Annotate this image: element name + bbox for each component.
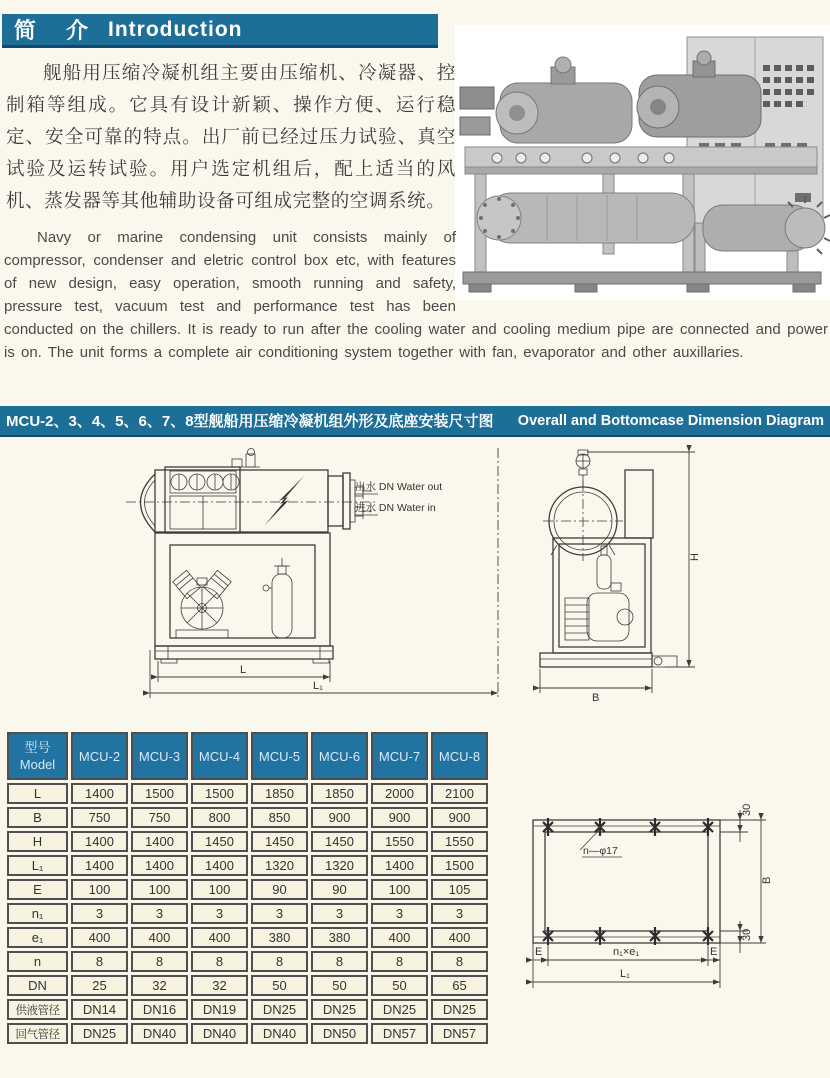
spec-cell: 3 bbox=[371, 903, 428, 924]
table-row bbox=[7, 975, 488, 996]
intro-title-en: Introduction bbox=[108, 17, 243, 41]
intro-paragraph-en-text: Navy or marine condensing unit consists mainly of compressor, condenser and eletric control box etc, with features of new design, easy operation, smooth running and safety, pressure test, vacuum test and performance test has been conducted on the chillers. It is ready to run after the cooling water and cooling medium pipe are connected and power is on. The unit forms a complete air conditioning system together with fan, evaporator and other auxillaries. bbox=[4, 229, 828, 361]
spec-cell: 1450 bbox=[251, 831, 308, 852]
spec-cell: 8 bbox=[191, 951, 248, 972]
spec-cell: 1320 bbox=[311, 855, 368, 876]
spec-cell: 1400 bbox=[71, 831, 128, 852]
spec-cell: 32 bbox=[191, 975, 248, 996]
spec-cell: 32 bbox=[131, 975, 188, 996]
spec-table-body bbox=[7, 783, 488, 1044]
side-view-diagram bbox=[525, 443, 720, 703]
spec-cell: 900 bbox=[371, 807, 428, 828]
spec-cell: 8 bbox=[431, 951, 488, 972]
table-row bbox=[7, 951, 488, 972]
base-dim-length-label: L₁ bbox=[620, 968, 630, 980]
spec-cell: DN16 bbox=[131, 999, 188, 1020]
row-label: n₁ bbox=[7, 903, 68, 924]
base-dim-edge-right-label: E bbox=[710, 946, 718, 958]
spec-cell: 1450 bbox=[311, 831, 368, 852]
spec-cell: 8 bbox=[251, 951, 308, 972]
spec-cell: 1500 bbox=[431, 855, 488, 876]
spec-cell: DN40 bbox=[251, 1023, 308, 1044]
spec-cell: 380 bbox=[251, 927, 308, 948]
spec-cell: DN25 bbox=[431, 999, 488, 1020]
row-label: L bbox=[7, 783, 68, 804]
spec-cell: 1450 bbox=[191, 831, 248, 852]
dimension-banner bbox=[0, 406, 830, 437]
spec-cell: DN25 bbox=[251, 999, 308, 1020]
photo-wrap-spacer bbox=[456, 226, 828, 300]
spec-cell: 1400 bbox=[71, 783, 128, 804]
table-row bbox=[7, 855, 488, 876]
spec-cell: 8 bbox=[311, 951, 368, 972]
spec-cell: 3 bbox=[251, 903, 308, 924]
spec-cell: 25 bbox=[71, 975, 128, 996]
table-row bbox=[7, 903, 488, 924]
front-dim-overall-label: L₁ bbox=[313, 680, 323, 692]
spec-cell: DN25 bbox=[71, 1023, 128, 1044]
spec-cell: 800 bbox=[191, 807, 248, 828]
spec-cell: 105 bbox=[431, 879, 488, 900]
side-dim-height-label: H bbox=[689, 553, 701, 561]
spec-table bbox=[4, 729, 491, 1047]
spec-cell: DN19 bbox=[191, 999, 248, 1020]
spec-cell: 8 bbox=[131, 951, 188, 972]
spec-cell: 1500 bbox=[191, 783, 248, 804]
model-header-cn: 型号 bbox=[24, 740, 51, 755]
spec-cell: 1850 bbox=[251, 783, 308, 804]
intro-title-cn: 简 介 bbox=[14, 18, 93, 43]
row-label: DN bbox=[7, 975, 68, 996]
spec-cell: 3 bbox=[191, 903, 248, 924]
spec-cell: 400 bbox=[371, 927, 428, 948]
spec-cell: 1550 bbox=[371, 831, 428, 852]
spec-cell: 400 bbox=[131, 927, 188, 948]
spec-cell: 1850 bbox=[311, 783, 368, 804]
col-header: MCU-7 bbox=[371, 732, 428, 780]
spec-cell: 1550 bbox=[431, 831, 488, 852]
spec-cell: 900 bbox=[311, 807, 368, 828]
model-header-en: Model bbox=[19, 757, 56, 772]
row-label: 供液管径 bbox=[7, 999, 68, 1020]
spec-cell: 750 bbox=[131, 807, 188, 828]
spec-cell: DN57 bbox=[371, 1023, 428, 1044]
table-row bbox=[7, 999, 488, 1020]
base-dim-offset-bottom-label: 30 bbox=[741, 928, 753, 941]
intro-paragraph-cn: 舰船用压缩冷凝机组主要由压缩机、冷凝器、控制箱等组成。它具有设计新颖、操作方便、运行稳定、安全可靠的特点。出厂前已经过压力试验、真空试验及运转试验。用户选定机组后，配上适当的风机、蒸发器等其他辅助设备可组成完整的空调系统。 bbox=[6, 62, 456, 211]
col-header-model bbox=[7, 732, 68, 780]
dimension-banner-title-cn: MCU-2、3、4、5、6、7、8型舰船用压缩冷凝机组外形及底座安装尺寸图 bbox=[6, 413, 494, 430]
spec-cell: 50 bbox=[251, 975, 308, 996]
water-in-label: 进水 DN Water in bbox=[355, 502, 436, 514]
spec-cell: 1400 bbox=[131, 831, 188, 852]
spec-cell: 1320 bbox=[251, 855, 308, 876]
col-header: MCU-4 bbox=[191, 732, 248, 780]
spec-cell: 1500 bbox=[131, 783, 188, 804]
spec-cell: 2000 bbox=[371, 783, 428, 804]
spec-cell: 1400 bbox=[71, 855, 128, 876]
spec-cell: DN40 bbox=[191, 1023, 248, 1044]
spec-cell: 8 bbox=[71, 951, 128, 972]
base-dim-pitch-label: n₁×e₁ bbox=[613, 946, 640, 958]
spec-cell: 2100 bbox=[431, 783, 488, 804]
holes-count-label: n—φ17 bbox=[583, 845, 618, 857]
spec-cell: 400 bbox=[191, 927, 248, 948]
spec-cell: 65 bbox=[431, 975, 488, 996]
col-header: MCU-6 bbox=[311, 732, 368, 780]
spec-cell: 1400 bbox=[131, 855, 188, 876]
spec-cell: DN25 bbox=[311, 999, 368, 1020]
dimension-banner-title-en: Overall and Bottomcase Dimension Diagram bbox=[517, 412, 824, 429]
spec-cell: DN57 bbox=[431, 1023, 488, 1044]
spec-cell: 50 bbox=[371, 975, 428, 996]
table-row bbox=[7, 783, 488, 804]
col-header: MCU-3 bbox=[131, 732, 188, 780]
base-dim-width-label: B bbox=[761, 876, 773, 884]
row-label: e₁ bbox=[7, 927, 68, 948]
spec-cell: 3 bbox=[431, 903, 488, 924]
spec-cell: 850 bbox=[251, 807, 308, 828]
spec-cell: 400 bbox=[431, 927, 488, 948]
water-out-label: 出水 DN Water out bbox=[355, 481, 443, 493]
spec-cell: 100 bbox=[71, 879, 128, 900]
spec-cell: 750 bbox=[71, 807, 128, 828]
row-label: E bbox=[7, 879, 68, 900]
col-header: MCU-5 bbox=[251, 732, 308, 780]
spec-cell: DN25 bbox=[371, 999, 428, 1020]
spec-cell: 1400 bbox=[371, 855, 428, 876]
front-dim-length-label: L bbox=[240, 664, 247, 676]
table-row bbox=[7, 879, 488, 900]
table-row bbox=[7, 831, 488, 852]
spec-cell: 90 bbox=[251, 879, 308, 900]
spec-cell: 100 bbox=[191, 879, 248, 900]
spec-cell: 3 bbox=[311, 903, 368, 924]
table-row bbox=[7, 1023, 488, 1044]
side-dim-width-label: B bbox=[592, 692, 600, 703]
base-dim-edge-left-label: E bbox=[535, 946, 543, 958]
spec-cell: 380 bbox=[311, 927, 368, 948]
spec-cell: 3 bbox=[131, 903, 188, 924]
intro-banner bbox=[2, 14, 438, 48]
spec-cell: 1400 bbox=[191, 855, 248, 876]
spec-cell: 900 bbox=[431, 807, 488, 828]
col-header: MCU-2 bbox=[71, 732, 128, 780]
table-row bbox=[7, 927, 488, 948]
spec-cell: DN14 bbox=[71, 999, 128, 1020]
spec-cell: DN50 bbox=[311, 1023, 368, 1044]
row-label: B bbox=[7, 807, 68, 828]
spec-cell: 100 bbox=[131, 879, 188, 900]
spec-cell: 90 bbox=[311, 879, 368, 900]
col-header: MCU-8 bbox=[431, 732, 488, 780]
base-dim-offset-top-label: 30 bbox=[741, 803, 753, 816]
front-view-diagram bbox=[108, 440, 506, 708]
row-label: 回气管径 bbox=[7, 1023, 68, 1044]
spec-cell: 50 bbox=[311, 975, 368, 996]
spec-cell: 100 bbox=[371, 879, 428, 900]
row-label: n bbox=[7, 951, 68, 972]
row-label: H bbox=[7, 831, 68, 852]
spec-cell: 400 bbox=[71, 927, 128, 948]
intro-paragraph-en bbox=[4, 226, 828, 364]
spec-cell: 3 bbox=[71, 903, 128, 924]
base-frame-diagram bbox=[500, 792, 830, 1016]
spec-table-head bbox=[7, 732, 488, 780]
spec-cell: DN40 bbox=[131, 1023, 188, 1044]
row-label: L₁ bbox=[7, 855, 68, 876]
spec-cell: 8 bbox=[371, 951, 428, 972]
table-row bbox=[7, 807, 488, 828]
